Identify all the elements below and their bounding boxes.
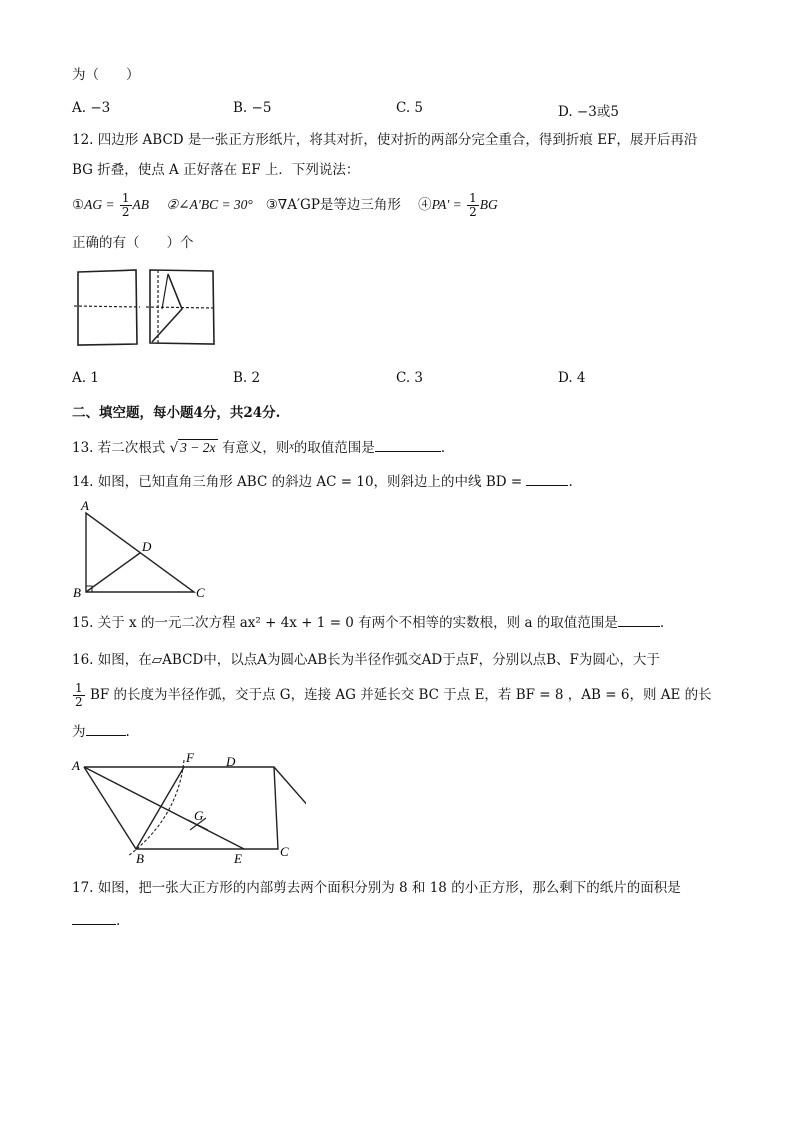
q11-option-b: B. −5 [233,100,272,116]
section-title: 二、填空题，每小题4分，共24分. [72,405,281,421]
q14-label-a: A [81,498,89,513]
q14-figure [70,496,220,602]
q16-label-a: A [72,758,80,773]
q12-question: 正确的有（ ）个 [72,235,194,251]
q16-line-ae [84,767,244,849]
q16-label-c: C [280,844,289,859]
q16-parallelogram [84,767,278,849]
q15-text: 15. 关于 x 的一元二次方程 ax² + 4x + 1 = 0 有两个不相等的实数根，则 a 的取值范围是 [72,615,618,631]
q16-line1: 16. 如图，在▱ABCD中，以点A为圆心AB长为半径作弧交AD于点F，分别以点B、F为圆心，大于 [72,652,660,668]
s1-prefix: ① [72,197,85,213]
q13-mid: 有意义，则 [221,440,290,456]
q17-end: . [116,913,121,929]
q12-square-left [78,270,137,345]
q11-option-a: A. −3 [72,100,111,116]
s1-lhs: AG = [84,197,115,212]
s1-fraction [120,192,132,219]
q16-answer-blank[interactable] [86,723,126,736]
s4-prefix: ④ [418,197,432,213]
q12-fold-left [74,306,140,307]
q14 [72,473,573,491]
q13-var: x [289,441,294,452]
q12-option-d: D. 4 [558,370,586,386]
q16-arc [128,760,184,856]
q14-text: 14. 如图，已知直角三角形 ABC 的斜边 AC = 10，则斜边上的中线 BD = [72,474,523,490]
q16-fraction [73,682,85,709]
q16-line3 [72,723,130,741]
q11-option-c: C. 5 [396,100,424,116]
q16-figure [66,748,306,866]
q11-option-d: D. −3或5 [558,104,619,120]
q14-end: . [568,474,573,490]
q17-answer-blank[interactable] [72,912,116,925]
q14-label-d: D [142,539,152,554]
s4-num: 1 [469,191,477,205]
q14-label-c: C [196,585,205,600]
q16-label-g: G [194,808,204,823]
s1-den: 2 [121,205,130,219]
q13-prefix: 13. 若二次根式 [72,440,166,456]
q15-end: . [659,615,665,631]
q13-suffix: 的取值范围是 [293,440,375,456]
q12-line1: 12. 四边形 ABCD 是一张正方形纸片，将其对折，使对折的两部分完全重合，得到折痕 EF，展开后再沿 [72,132,698,148]
s3: ③∇A′GP是等边三角形 [265,197,401,213]
q15-answer-blank[interactable] [618,614,660,627]
q12-option-b: B. 2 [233,370,261,386]
q12-statements [72,190,498,220]
q14-label-b: B [73,585,81,600]
s2: ②∠A′BC = 30° [166,197,253,212]
q12-fold-aux [162,274,168,309]
q14-answer-blank[interactable] [526,473,568,486]
s4-den: 2 [469,205,477,219]
q14-median [86,553,140,592]
s4-lhs: PA′ = [431,197,462,212]
q12-option-c: C. 3 [396,370,424,386]
q11-tail: 为（ ） [72,67,140,83]
q16-line3-text: 为 [72,724,86,740]
q16-den: 2 [75,695,83,709]
q17-line1: 17. 如图，把一张大正方形的内部剪去两个面积分别为 8 和 18 的小正方形，那么剩下的纸片的面积是 [72,880,681,896]
q16-label-f: F [186,750,194,765]
q13-end: . [440,440,446,456]
q16-line-bf [136,767,184,849]
q12-figure [70,264,220,354]
sqrt-icon: √ [169,440,179,456]
q17-line2 [72,912,120,930]
q13 [72,438,445,457]
s4-fraction [467,192,479,219]
s1-rhs: AB [132,197,150,212]
s1-num: 1 [121,191,130,205]
s4-rhs: BG [479,197,498,212]
q12-line2: BG 折叠，使点 A 正好落在 EF 上．下列说法： [72,162,360,178]
q16-line2-text: BF 的长度为半径作弧，交于点 G，连接 AG 并延长交 BC 于点 E，若 BF = 8 ，AB = 6，则 AE 的长 [89,687,712,703]
q15 [72,614,664,632]
q16-end: . [125,724,130,740]
q16-label-b: B [136,851,144,866]
q12-option-a: A. 1 [72,370,99,386]
q13-answer-blank[interactable] [375,439,441,452]
q13-radicand: 3 − 2x [180,440,216,455]
q16-label-e: E [234,851,242,866]
q16-line2 [72,680,712,710]
q16-num: 1 [75,681,83,695]
q16-label-d: D [226,754,236,769]
